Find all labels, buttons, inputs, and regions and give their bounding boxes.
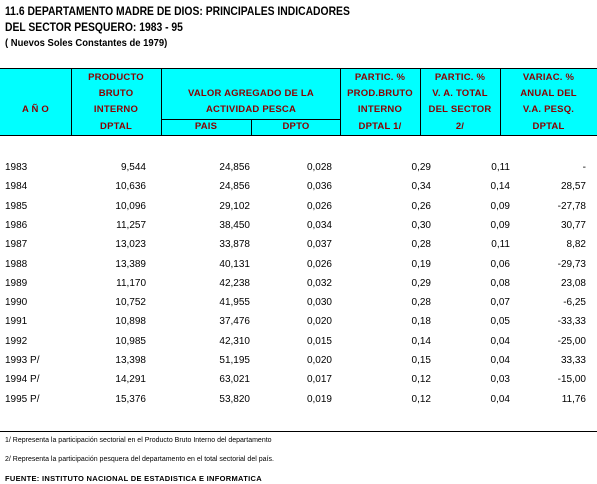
table-row xyxy=(0,390,597,409)
cell-year: 1983 xyxy=(5,162,28,173)
cell-pbi: 10,636 xyxy=(115,181,146,193)
cell-year: 1992 xyxy=(5,335,28,347)
header-partic-pbi-3: INTERNO xyxy=(357,104,403,115)
cell-year: 1991 xyxy=(5,316,28,328)
header-partic-pbi-1: PARTIC. % xyxy=(354,72,406,83)
cell-year: 1984 xyxy=(5,181,28,193)
header-partic-va-3: DEL SECTOR xyxy=(428,104,492,115)
header-va-1: VALOR AGREGADO DE LA xyxy=(188,88,314,99)
table-row xyxy=(0,158,597,177)
cell-var: -25,00 xyxy=(557,335,586,347)
cell-year: 1985 xyxy=(5,200,28,212)
cell-dpto: 0,037 xyxy=(306,239,332,251)
header-variac-4: DPTAL xyxy=(532,121,565,132)
footnote-2: 2/ Representa la participación pesquera del departamento en el total sectorial del país. xyxy=(5,456,274,463)
cell-pbi: 14,291 xyxy=(115,374,146,386)
cell-year: 1995 P/ xyxy=(5,393,40,405)
cell-pv: 0,03 xyxy=(490,374,510,386)
cell-pais: 29,102 xyxy=(219,200,250,212)
cell-pais: 63,021 xyxy=(219,374,250,386)
cell-dpto: 0,030 xyxy=(306,297,332,309)
cell-dpto: 0,020 xyxy=(306,355,332,366)
table-row xyxy=(0,235,597,254)
cell-dpto: 0,019 xyxy=(306,393,332,405)
header-variac-2: ANUAL DEL xyxy=(520,88,577,99)
cell-pais: 41,955 xyxy=(219,297,250,309)
cell-pais: 53,820 xyxy=(219,393,250,405)
cell-pbi: 15,376 xyxy=(115,393,146,405)
cell-var: 30,77 xyxy=(560,219,586,231)
cell-year: 1986 xyxy=(5,219,28,231)
table-row xyxy=(0,274,597,293)
cell-var: -27,78 xyxy=(557,200,586,212)
cell-pbi: 10,985 xyxy=(115,335,146,347)
header-variac-3: V.A. PESQ. xyxy=(522,104,575,115)
cell-pv: 0,09 xyxy=(490,219,510,231)
cell-pbi: 10,898 xyxy=(115,316,146,328)
table-header xyxy=(0,68,597,136)
title-line-1: 11.6 DEPARTAMENTO MADRE DE DIOS: PRINCIPALES INDICADORES xyxy=(5,6,350,18)
cell-pais: 51,195 xyxy=(219,355,250,366)
table-title xyxy=(5,4,388,50)
header-va-pais: PAIS xyxy=(194,121,218,132)
cell-pp: 0,30 xyxy=(411,219,431,231)
cell-pbi: 13,389 xyxy=(115,258,146,270)
cell-pv: 0,14 xyxy=(490,181,510,193)
cell-pais: 37,476 xyxy=(219,316,250,328)
cell-pv: 0,11 xyxy=(491,162,510,173)
cell-pbi: 13,398 xyxy=(115,355,146,366)
cell-year: 1993 P/ xyxy=(5,355,40,366)
cell-pp: 0,14 xyxy=(411,335,431,347)
cell-dpto: 0,032 xyxy=(306,277,332,289)
cell-pv: 0,07 xyxy=(490,297,510,309)
header-partic-va-4: 2/ xyxy=(455,121,465,132)
cell-dpto: 0,020 xyxy=(306,316,332,328)
cell-pbi: 10,096 xyxy=(115,200,146,212)
cell-pv: 0,04 xyxy=(490,355,510,366)
cell-pbi: 11,170 xyxy=(116,277,146,289)
cell-dpto: 0,028 xyxy=(306,162,332,173)
table-row xyxy=(0,332,597,351)
cell-pv: 0,04 xyxy=(490,335,510,347)
table-row xyxy=(0,177,597,196)
cell-var: -29,73 xyxy=(557,258,586,270)
cell-pais: 24,856 xyxy=(219,181,250,193)
cell-dpto: 0,034 xyxy=(306,219,332,231)
cell-pais: 42,310 xyxy=(219,335,250,347)
table-row xyxy=(0,255,597,274)
header-va-2: ACTIVIDAD PESCA xyxy=(205,104,297,115)
cell-dpto: 0,026 xyxy=(306,200,332,212)
cell-pp: 0,28 xyxy=(411,297,431,309)
source-line: FUENTE: INSTITUTO NACIONAL DE ESTADISTICA E INFORMATICA xyxy=(5,474,262,483)
cell-pp: 0,29 xyxy=(411,162,431,173)
cell-pv: 0,04 xyxy=(490,393,510,405)
header-pbi-1: PRODUCTO xyxy=(88,72,144,83)
cell-pp: 0,26 xyxy=(411,200,431,212)
cell-var: 8,82 xyxy=(566,239,586,251)
cell-year: 1987 xyxy=(5,239,28,251)
cell-pp: 0,19 xyxy=(411,258,431,270)
cell-pp: 0,34 xyxy=(411,181,431,193)
cell-pv: 0,11 xyxy=(491,239,510,251)
table-row xyxy=(0,293,597,312)
cell-var: - xyxy=(582,162,586,173)
cell-pais: 33,878 xyxy=(219,239,250,251)
cell-var: -15,00 xyxy=(557,374,586,386)
header-partic-va-2: V. A. TOTAL xyxy=(432,88,488,99)
cell-pp: 0,18 xyxy=(411,316,431,328)
cell-year: 1988 xyxy=(5,258,28,270)
header-va-dpto: DPTO xyxy=(282,121,310,132)
header-year: A Ñ O xyxy=(21,104,50,115)
cell-pp: 0,12 xyxy=(411,374,431,386)
table-row xyxy=(0,351,597,370)
table-row xyxy=(0,216,597,235)
cell-var: -6,25 xyxy=(563,297,586,309)
header-partic-pbi-4: DPTAL 1/ xyxy=(358,121,402,132)
table-row xyxy=(0,197,597,216)
cell-pbi: 11,257 xyxy=(116,219,146,231)
cell-pp: 0,12 xyxy=(411,393,431,405)
header-variac-1: VARIAC. % xyxy=(522,72,575,83)
header-pbi-4: DPTAL xyxy=(100,121,132,132)
header-partic-va-1: PARTIC. % xyxy=(434,72,486,83)
cell-pbi: 13,023 xyxy=(115,239,146,251)
footnote-1: 1/ Representa la participación sectorial en el Producto Bruto Interno del departamento xyxy=(5,437,272,444)
cell-year: 1990 xyxy=(5,297,28,309)
cell-var: 28,57 xyxy=(560,181,586,193)
cell-year: 1989 xyxy=(5,277,28,289)
header-pbi-3: INTERNO xyxy=(93,104,139,115)
cell-pp: 0,15 xyxy=(411,355,431,366)
cell-dpto: 0,036 xyxy=(306,181,332,193)
cell-pais: 38,450 xyxy=(219,219,250,231)
cell-pp: 0,28 xyxy=(411,239,431,251)
cell-pp: 0,29 xyxy=(411,277,431,289)
cell-year: 1994 P/ xyxy=(5,374,40,386)
title-units: ( Nuevos Soles Constantes de 1979) xyxy=(5,37,168,49)
cell-dpto: 0,017 xyxy=(306,374,332,386)
cell-dpto: 0,026 xyxy=(306,258,332,270)
table-bottom-rule xyxy=(0,431,597,432)
cell-pv: 0,09 xyxy=(490,200,510,212)
cell-var: 11,76 xyxy=(561,393,586,405)
cell-var: 33,33 xyxy=(560,355,586,366)
cell-var: -33,33 xyxy=(557,316,586,328)
title-line-2: DEL SECTOR PESQUERO: 1983 - 95 xyxy=(5,22,183,34)
cell-pbi: 9,544 xyxy=(120,162,146,173)
cell-pv: 0,08 xyxy=(490,277,510,289)
cell-pv: 0,05 xyxy=(490,316,510,328)
table-row xyxy=(0,312,597,331)
cell-pais: 40,131 xyxy=(219,258,250,270)
cell-dpto: 0,015 xyxy=(306,335,332,347)
header-pbi-2: BRUTO xyxy=(98,88,134,99)
cell-pais: 42,238 xyxy=(219,277,250,289)
cell-pais: 24,856 xyxy=(219,162,250,173)
cell-pv: 0,06 xyxy=(490,258,510,270)
cell-var: 23,08 xyxy=(560,277,586,289)
cell-pbi: 10,752 xyxy=(115,297,146,309)
table-row xyxy=(0,370,597,389)
header-partic-pbi-2: PROD.BRUTO xyxy=(347,88,413,99)
